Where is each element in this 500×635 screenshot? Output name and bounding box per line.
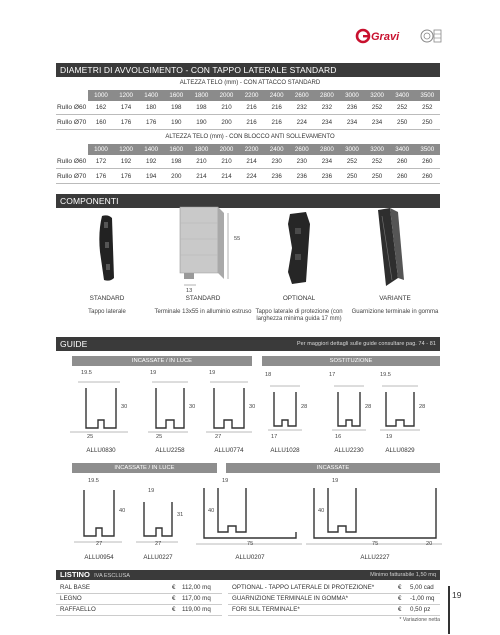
price-currency: € — [172, 595, 176, 602]
height-cell: 2600 — [294, 146, 309, 153]
diameter-cell: 172 — [95, 158, 107, 165]
height-cell: 3200 — [370, 92, 384, 99]
component-cap: OPTIONAL — [282, 295, 316, 302]
diameter-cell: 176 — [95, 173, 107, 180]
component-terminale-image — [170, 203, 240, 293]
guide-side-dim: 28 — [365, 404, 372, 410]
height-cell: 2200 — [244, 146, 259, 153]
height-cell: 3200 — [370, 146, 384, 153]
diameter-cell: 214 — [246, 158, 257, 165]
listino-min: Minimo fatturabile 1,50 mq — [370, 572, 436, 578]
guide-side-dim: 40 — [119, 508, 126, 514]
diameter-cell: 252 — [346, 158, 358, 165]
guide-top-dim: 19.5 — [380, 372, 391, 378]
diameter-cell: 252 — [371, 104, 383, 111]
divider — [56, 168, 440, 169]
diameter-cell: 230 — [271, 158, 282, 165]
price-value: 119,00 mq — [182, 606, 211, 613]
guide-bottom-dim: 75 — [247, 541, 254, 547]
divider — [56, 129, 440, 130]
price-item-name: FORI SUL TERMINALE* — [232, 606, 300, 613]
table1-row-label: Rullo Ø60 — [57, 104, 87, 111]
diameter-cell: 200 — [221, 119, 232, 126]
diameter-cell: 250 — [346, 173, 358, 180]
guide-note: Per maggiori dettagli sulle guide consultare pag. 74 - 81 — [296, 341, 436, 347]
guide-top-dim: 19 — [209, 370, 216, 376]
height-cell: 2000 — [219, 146, 234, 153]
price-row-divider — [56, 615, 222, 616]
diameter-cell: 192 — [146, 158, 157, 165]
guide-bottom-dim: 27 — [155, 541, 162, 547]
price-row-divider — [228, 604, 440, 605]
price-item-name: LEGNO — [60, 595, 82, 602]
guide-code: ALLU2258 — [155, 447, 185, 454]
guide-side-dim: 40 — [318, 508, 325, 514]
guide-group2-left: INCASSATE / IN LUCE — [72, 463, 217, 473]
guide-group1-right: SOSTITUZIONE — [262, 356, 440, 366]
height-cell: 3400 — [395, 92, 410, 99]
diameter-cell: 190 — [196, 119, 207, 126]
guide-bottom-dim: 16 — [335, 434, 342, 440]
componenti-title: COMPONENTI — [56, 194, 440, 208]
page-number: 19 — [452, 590, 462, 600]
diameter-cell: 160 — [95, 119, 107, 126]
height-cell: 1600 — [169, 92, 184, 99]
table2-row-label: Rullo Ø70 — [57, 173, 87, 180]
table1-caption: ALTEZZA TELO (mm) - CON ATTACCO STANDARD — [179, 80, 321, 86]
height-cell: 2400 — [269, 92, 284, 99]
price-item-name: GUARNIZIONE TERMINALE IN GOMMA* — [232, 595, 349, 602]
divider — [56, 183, 440, 184]
guide-bottom-dim: 25 — [87, 434, 94, 440]
diameter-cell: 216 — [246, 119, 257, 126]
diameter-cell: 176 — [120, 119, 132, 126]
diameter-cell: 176 — [146, 119, 157, 126]
component-tappo-protezione-image — [282, 208, 318, 288]
diameter-cell: 198 — [171, 158, 182, 165]
price-value: 5,00 cad — [410, 584, 434, 591]
diameter-cell: 180 — [146, 104, 157, 111]
price-currency: € — [172, 606, 176, 613]
guide-code: ALLU0227 — [143, 554, 173, 561]
guide-group2-right: INCASSATE — [226, 463, 440, 473]
guide-top-dim: 18 — [265, 372, 272, 378]
guide-code: ALLU0829 — [385, 447, 415, 454]
diameter-cell: 234 — [371, 119, 383, 126]
guide-code: ALLU0954 — [84, 554, 114, 561]
slat-width-dim: 13 — [186, 288, 193, 294]
listino-footnote: * Variazione netta — [399, 617, 440, 623]
height-cell: 3000 — [345, 146, 359, 153]
listino-title: LISTINO — [60, 570, 90, 579]
diameter-cell: 192 — [120, 158, 132, 165]
height-cell: 1200 — [119, 92, 133, 99]
diameter-cell: 236 — [271, 173, 282, 180]
guide-side-dim: 30 — [189, 404, 196, 410]
diameter-cell: 174 — [120, 104, 132, 111]
brand-name: Gravi — [371, 31, 400, 43]
price-row-divider — [228, 615, 440, 616]
diameter-cell: 260 — [397, 173, 408, 180]
diameter-cell: 252 — [422, 104, 433, 111]
diameter-cell: 252 — [371, 158, 383, 165]
diameter-cell: 216 — [246, 104, 257, 111]
height-cell: 3000 — [345, 92, 359, 99]
component-guarnizione-image — [368, 206, 412, 290]
height-cell: 3400 — [395, 146, 410, 153]
table2-caption: ALTEZZA TELO (mm) - CON BLOCCO ANTI SOLLEVAMENTO — [165, 134, 335, 140]
guide-side-dim: 28 — [301, 404, 308, 410]
diameter-cell: 216 — [271, 104, 282, 111]
diameter-cell: 250 — [422, 119, 433, 126]
diameter-cell: 232 — [296, 104, 307, 111]
listino-subtitle: IVA ESCLUSA — [94, 573, 131, 579]
divider — [56, 114, 440, 115]
guide-code: ALLU0830 — [86, 447, 116, 454]
diameter-cell: 236 — [321, 173, 333, 180]
table2-row-label: Rullo Ø60 — [57, 158, 87, 165]
price-item-name: RAFFAELLO — [60, 606, 96, 613]
diameter-cell: 234 — [321, 158, 333, 165]
guide-code: ALLU0207 — [235, 554, 265, 561]
price-row-divider — [56, 604, 222, 605]
slat-height-dim: 55 — [234, 236, 241, 242]
height-cell: 1800 — [194, 146, 209, 153]
diameter-cell: 234 — [321, 119, 333, 126]
guide-code: ALLU2227 — [360, 554, 390, 561]
diameter-cell: 260 — [422, 173, 433, 180]
diameter-cell: 198 — [171, 104, 182, 111]
price-currency: € — [398, 606, 402, 613]
height-cell: 2600 — [294, 92, 309, 99]
price-currency: € — [172, 584, 176, 591]
brand-logo — [355, 27, 445, 45]
diameter-cell: 216 — [271, 119, 282, 126]
component-cap: VARIANTE — [379, 295, 411, 302]
height-cell: 1800 — [194, 92, 209, 99]
guide-top-dim: 19 — [148, 488, 155, 494]
guide-bottom-dim: 17 — [271, 434, 278, 440]
height-cell: 1000 — [94, 146, 108, 153]
diameter-cell: 214 — [221, 173, 232, 180]
price-value: 0,50 pz — [410, 606, 431, 613]
component-desc: Tappo laterale di protezione (con larghezza minima guida 17 mm) — [255, 309, 343, 323]
guide-bottom-dim: 27 — [215, 434, 222, 440]
price-row-divider — [228, 593, 440, 594]
diameter-cell: 230 — [296, 158, 307, 165]
guide-top-dim: 19 — [222, 478, 229, 484]
height-cell: 3500 — [420, 92, 435, 99]
diameter-cell: 260 — [397, 158, 408, 165]
diameter-cell: 190 — [171, 119, 182, 126]
height-cell: 1600 — [169, 146, 184, 153]
price-item-name: RAL BASE — [60, 584, 91, 591]
height-cell: 2200 — [244, 92, 259, 99]
diameter-cell: 252 — [397, 104, 408, 111]
guide-group1-left: INCASSATE / IN LUCE — [72, 356, 252, 366]
height-cell: 1200 — [119, 146, 133, 153]
component-tappo-laterale-image — [92, 212, 122, 284]
diameter-cell: 210 — [221, 104, 232, 111]
guide-bottom-dim: 75 — [372, 541, 379, 547]
height-cell: 1400 — [144, 92, 159, 99]
diameter-cell: 198 — [196, 104, 207, 111]
price-value: -1,00 mq — [410, 595, 435, 602]
page-edge-mark — [448, 586, 450, 634]
height-cell: 1000 — [94, 92, 108, 99]
component-desc: Tappo laterale — [88, 309, 126, 315]
price-value: 117,00 mq — [182, 595, 211, 602]
height-cell: 2000 — [219, 92, 234, 99]
guide-extra-dim: 20 — [426, 541, 433, 547]
diameter-cell: 194 — [146, 173, 157, 180]
guide-bottom-dim: 19 — [386, 434, 393, 440]
guide-top-dim: 19 — [150, 370, 157, 376]
diameter-cell: 250 — [397, 119, 408, 126]
height-cell: 2800 — [320, 92, 334, 99]
guide-top-dim: 17 — [329, 372, 336, 378]
guide-side-dim: 30 — [249, 404, 256, 410]
guide-bottom-dim: 27 — [96, 541, 103, 547]
guide-code: ALLU0774 — [214, 447, 244, 454]
height-cell: 3500 — [420, 146, 435, 153]
diameter-cell: 234 — [346, 119, 358, 126]
diameter-cell: 210 — [196, 158, 207, 165]
price-currency: € — [398, 584, 402, 591]
component-cap: STANDARD — [89, 295, 125, 302]
price-currency: € — [398, 595, 402, 602]
diameter-cell: 224 — [246, 173, 257, 180]
height-cell: 2400 — [269, 146, 284, 153]
component-cap: STANDARD — [185, 295, 221, 302]
diametri-title: DIAMETRI DI AVVOLGIMENTO - CON TAPPO LATERALE STANDARD — [56, 63, 440, 77]
diameter-cell: 176 — [120, 173, 132, 180]
diameter-cell: 236 — [346, 104, 358, 111]
component-desc: Terminale 13x55 in alluminio estruso — [154, 309, 252, 315]
diameter-cell: 236 — [296, 173, 307, 180]
guide-side-dim: 31 — [177, 512, 184, 518]
price-row-divider — [56, 593, 222, 594]
height-cell: 1400 — [144, 146, 159, 153]
price-value: 112,00 mq — [182, 584, 211, 591]
guide-code: ALLU2230 — [334, 447, 364, 454]
guide-code: ALLU1028 — [270, 447, 300, 454]
listino-header — [56, 570, 440, 580]
diameter-cell: 250 — [371, 173, 383, 180]
height-cell: 2800 — [320, 146, 334, 153]
guide-side-dim: 40 — [208, 508, 215, 514]
price-item-name: OPTIONAL - TAPPO LATERALE DI PROTEZIONE* — [232, 584, 375, 591]
guide-title-bar — [56, 337, 440, 351]
table1-row-label: Rullo Ø70 — [57, 119, 87, 126]
guide-side-dim: 28 — [419, 404, 426, 410]
guide-title: GUIDE — [60, 339, 88, 349]
guide-top-dim: 19.5 — [81, 370, 92, 376]
diameter-cell: 260 — [422, 158, 433, 165]
guide-top-dim: 19 — [332, 478, 339, 484]
diameter-cell: 224 — [296, 119, 307, 126]
diameter-cell: 162 — [95, 104, 107, 111]
component-desc: Guarnizione terminale in gomma — [351, 309, 439, 315]
diameter-cell: 210 — [221, 158, 232, 165]
diameter-cell: 214 — [196, 173, 207, 180]
diameter-cell: 200 — [171, 173, 182, 180]
diameter-cell: 232 — [321, 104, 333, 111]
guide-bottom-dim: 25 — [156, 434, 163, 440]
guide-side-dim: 30 — [121, 404, 128, 410]
guide-top-dim: 19.5 — [88, 478, 99, 484]
